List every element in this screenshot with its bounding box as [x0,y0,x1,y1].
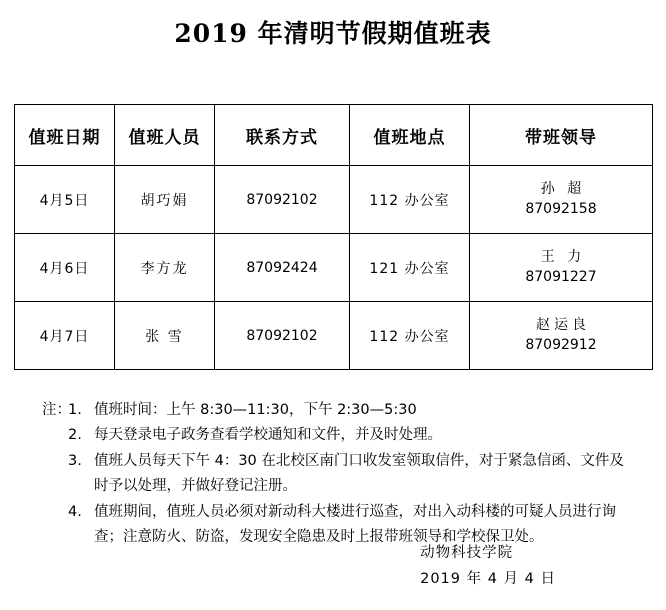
notes-section [0,370,666,550]
table-row [15,166,653,234]
column-header-person: 值班人员 [115,105,215,166]
signature-date: 2019 年 4 月 4 日 [420,570,556,587]
signature-unit: 动物科技学院 [420,544,514,561]
note-number: 3. [68,452,82,469]
column-header-place: 值班地点 [350,105,470,166]
duty-table [14,104,653,370]
note-item [42,398,638,423]
column-header-leader: 带班领导 [470,105,653,166]
notes-label: 注： [42,402,71,418]
leader-phone: 87091227 [525,268,597,285]
cell-place: 112 办公室 [350,166,470,234]
table-row [15,302,653,370]
leader-name: 赵运良 [536,316,590,333]
table-row [15,234,653,302]
note-item [42,423,638,448]
cell-person: 张 雪 [115,302,215,370]
table-body [15,166,653,370]
note-text: 值班人员每天下午 4：30 在北校区南门口收发室领取信件，对于紧急信函、文件及时予以处理，并做好登记注册。 [94,452,624,495]
cell-leader [470,166,653,234]
column-header-date: 值班日期 [15,105,115,166]
leader-name: 孙 超 [540,180,586,197]
leader-phone: 87092912 [525,336,597,353]
cell-date: 4月5日 [15,166,115,234]
cell-person: 胡巧娟 [115,166,215,234]
cell-place: 121 办公室 [350,234,470,302]
cell-leader [470,302,653,370]
table-header-row [15,105,653,166]
note-number: 1. [68,402,82,418]
leader-name: 王 力 [540,248,586,265]
note-text: 值班期间，值班人员必须对新动科大楼进行巡查，对出入动科楼的可疑人员进行询查；注意防火、防盗，发现安全隐患及时上报带班领导和学校保卫处。 [94,503,616,545]
cell-person: 李方龙 [115,234,215,302]
note-number: 2. [68,427,82,444]
leader-phone: 87092158 [525,200,597,217]
cell-phone: 87092424 [215,234,350,302]
cell-date: 4月7日 [15,302,115,370]
note-text: 每天登录电子政务查看学校通知和文件，并及时处理。 [94,427,442,444]
cell-phone: 87092102 [215,302,350,370]
note-number: 4. [68,503,82,520]
note-text: 值班时间：上午 8:30—11:30，下午 2:30—5:30 [94,402,417,418]
note-item [42,449,638,500]
duty-table-container [0,60,666,370]
page-title: 2019 年清明节假期值班表 [174,19,492,48]
cell-phone: 87092102 [215,166,350,234]
signature-block [420,540,556,592]
cell-place: 112 办公室 [350,302,470,370]
cell-date: 4月6日 [15,234,115,302]
cell-leader [470,234,653,302]
table-header [15,105,653,166]
column-header-phone: 联系方式 [215,105,350,166]
